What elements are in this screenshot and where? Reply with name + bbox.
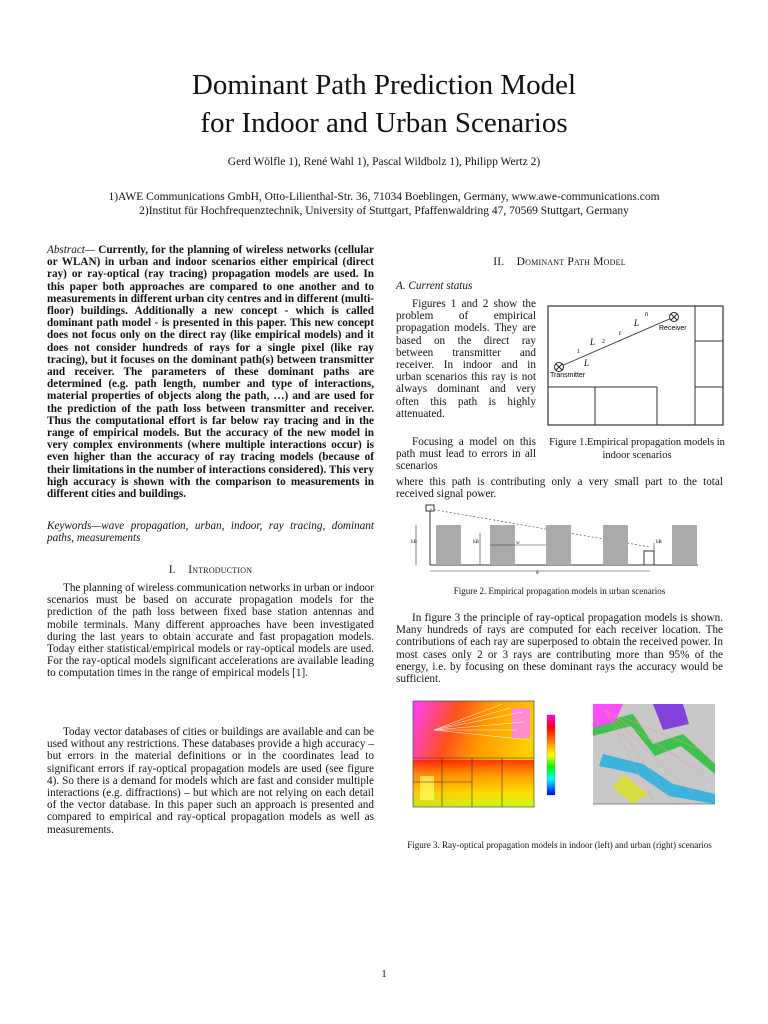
- affiliation-2: 2)Institut für Hochfrequenztechnik, University of Stuttgart, Pfaffenwaldring 47, 70569 Stuttgart, Germany: [139, 205, 629, 217]
- affiliation-1: 1)AWE Communications GmbH, Otto-Lilienthal-Str. 36, 71034 Boeblingen, Germany, www.awe-communications.com: [108, 191, 660, 203]
- fig2-building: [546, 525, 571, 565]
- figure-2-caption: Figure 2. Empirical propagation models in urban scenarios: [453, 586, 666, 596]
- section-1-number: I.: [168, 564, 176, 576]
- svg-text:hB: hB: [473, 540, 479, 545]
- section-2-number: II.: [493, 256, 505, 268]
- svg-text:d: d: [536, 571, 539, 575]
- figure-1-indoor-diagram: [547, 305, 724, 426]
- svg-text:1: 1: [577, 349, 580, 355]
- fig2-building: [672, 525, 697, 565]
- svg-text:L: L: [584, 358, 590, 368]
- figure-1-caption: Figure 1.Empirical propagation models in indoor scenarios: [549, 437, 725, 461]
- svg-text:hR: hR: [656, 540, 662, 545]
- figure-2-urban-diagram: [410, 503, 700, 575]
- svg-text:L: L: [590, 337, 596, 347]
- fig2-building: [603, 525, 628, 565]
- abstract-label: Abstract—: [47, 244, 95, 256]
- figure-3-caption: Figure 3. Ray-optical propagation models in indoor (left) and urban (right) scenarios: [407, 840, 712, 850]
- svg-text:r: r: [619, 329, 622, 337]
- paper-title: [0, 66, 768, 142]
- abstract-text: Currently, for the planning of wireless networks (cellular or WLAN) in urban and indoor scenarios either empirical (direct ray) or ray-optical (ray tracing) propagation models are used. In this paper both approaches are compared to one another and to measurements in different urban city centres and in different (multi-floor) buildings. Additionally a new concept - which is called dominant path model - is presented in this paper. This new concept does not focus only on the direct ray (like empirical models) and it does not consider hundreds of rays for a single pixel (like ray tracing), but it focuses on the dominant path(s) between transmitter and receiver. The parameters of these dominant paths are determined (e.g. path length, number and type of interactions, material properties of objects along the path, …) and are used for the prediction of the path loss between transmitter and receiver. Thus the computational effort is far below ray tracing and in the range of empirical models. But the accuracy of the new model in very complex environments (where multiple interactions occur) is even higher than the accuracy of ray tracing models (because of their limitations in the number of interactions considered). This very high accuracy is shown with the comparison to measurements in different cities and buildings.: [47, 244, 374, 501]
- fig1-transmitter-label: Transmitter: [550, 372, 586, 379]
- title-line-1: Dominant Path Prediction Model: [191, 69, 577, 101]
- status-paragraph-a: Figures 1 and 2 show the problem of empirical propagation models. They are based on the direct ray between transmitter and receiver. In indoor and in urban scenarios this ray is not always dominant and very often this path is highly attenuated.: [396, 298, 536, 420]
- fig1-direct-ray: [559, 317, 674, 367]
- fig3-color-scale: [547, 715, 555, 795]
- authors: Gerd Wölfle 1), René Wahl 1), Pascal Wildbolz 1), Philipp Wertz 2): [227, 156, 541, 168]
- figure-3-indoor-heatmap: [412, 700, 589, 810]
- fig2-receiver: [644, 551, 654, 565]
- figure-3-urban-heatmap: [593, 704, 715, 812]
- section-1-heading: [47, 564, 374, 576]
- svg-text:n: n: [645, 312, 649, 318]
- section-1-title: Introduction: [188, 564, 253, 576]
- title-line-2: for Indoor and Urban Scenarios: [200, 107, 568, 139]
- status-paragraph-c: where this path is contributing only a very small part to the total received signal power.: [396, 476, 723, 501]
- section-2-title: Dominant Path Model: [516, 256, 626, 268]
- svg-text:w: w: [516, 541, 520, 546]
- status-paragraph-b: Focusing a model on this path must lead to errors in all scenarios: [396, 436, 536, 473]
- svg-text:L: L: [634, 318, 640, 328]
- section-2-heading: [396, 256, 723, 268]
- svg-text:2: 2: [602, 339, 605, 345]
- intro-paragraph-1: The planning of wireless communication networks in urban or indoor scenarios must be based on accurate propagation models for the prediction of the path loss between fixed base station antennas and mobile terminals. Many different approaches have been investigated during the last years to obtain accurate and fast propagation models. Today either statistical/empirical models or ray-optical models are used. For the ray-optical models significant accelerations are available leading to computation times in the range of empirical models [1].: [47, 582, 375, 680]
- intro-paragraph-2: Today vector databases of cities or buildings are available and can be used without any restrictions. These databases provide a high accuracy – but errors in the material definitions or in the coordinates lead to significant errors if ray-optical propagation models are used (see figure 4). So there is a demand for models which are fast and consider multiple interactions (e.g. diffractions) – but which are not relying on each detail of the vector database. In this paper such an approach is presented and compared to empirical and ray-optical propagation models as well as measurements.: [47, 726, 374, 836]
- fig2-building: [436, 525, 461, 565]
- svg-text:hB: hB: [411, 540, 417, 545]
- figure-3-paragraph: In figure 3 the principle of ray-optical propagation models is shown. Many hundreds of rays are computed for each receiver location. The contributions of each ray are superposed to obtain the received power. In most cases only 2 or 3 rays are contributing more than 95% of the energy, i.e. by focusing on these dominant rays the accuracy would be sufficient.: [396, 612, 723, 686]
- fig1-receiver-label: Receiver: [659, 325, 687, 332]
- subsection-a-title: A. Current status: [396, 280, 473, 292]
- abstract: [47, 244, 374, 500]
- keywords: Keywords—wave propagation, urban, indoor, ray tracing, dominant paths, measurements: [47, 520, 374, 545]
- page-number: 1: [381, 968, 387, 980]
